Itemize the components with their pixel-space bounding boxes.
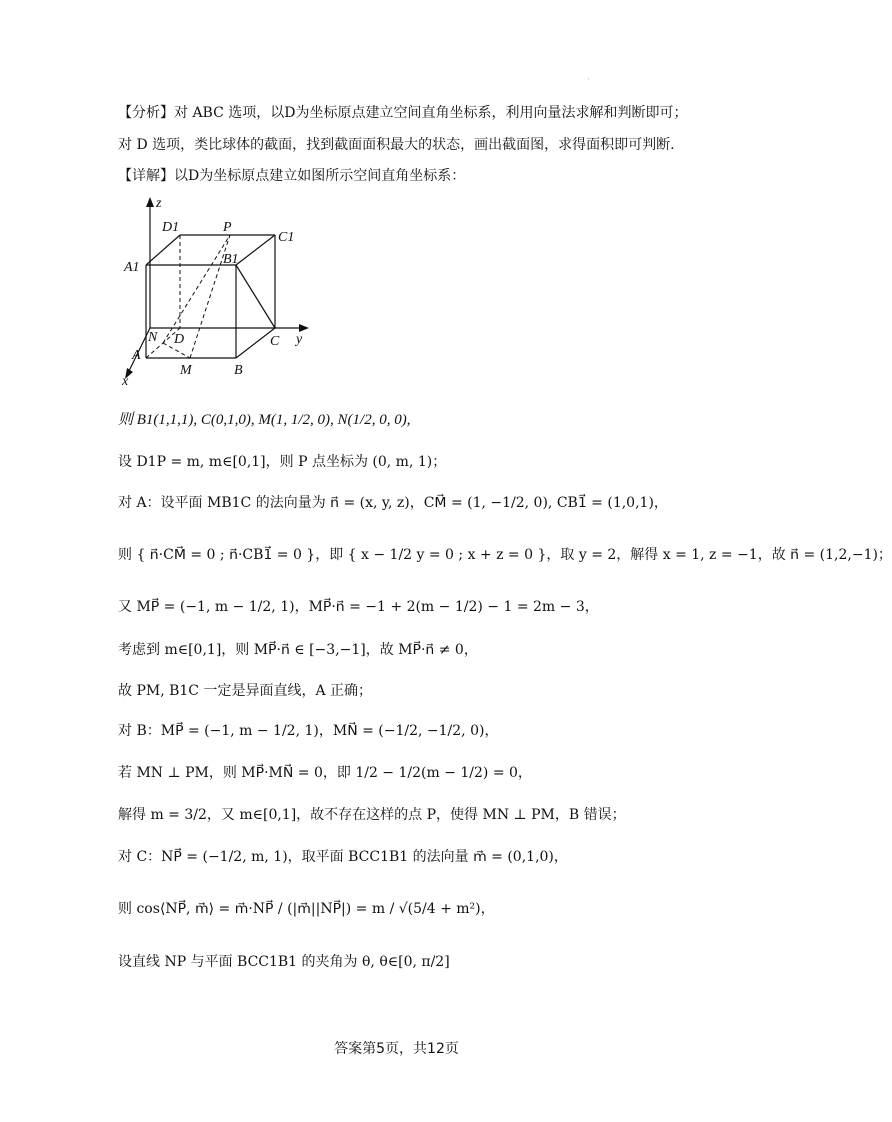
analysis-line-1: 【分析】对 ABC 选项，以D为坐标原点建立空间直角坐标系，利用向量法求解和判断即可； [118, 105, 688, 121]
label-p: P [223, 220, 232, 235]
detail-heading: 【详解】以D为坐标原点建立如图所示空间直角坐标系： [118, 168, 466, 184]
label-n: N [148, 330, 158, 345]
page-footer: 答案第5页，共12页 [334, 1041, 459, 1057]
label-a: A [132, 348, 141, 363]
option-b-conclusion: 解得 m = 3/2，又 m∈[0,1]，故不存在这样的点 P，使得 MN ⊥ PM，B 错误； [118, 807, 626, 823]
label-b1: B1 [223, 252, 239, 267]
option-c-cos-line: 则 cos⟨NP⃗, m⃗⟩ = m⃗·NP⃗ / (|m⃗||NP⃗|) = m / √(5/4 + m²)， [118, 901, 495, 917]
corner-mark: ' [588, 78, 590, 85]
p-setup-line: 设 D1P = m, m∈[0,1]，则 P 点坐标为 (0, m, 1)； [118, 454, 447, 470]
label-y: y [296, 332, 303, 347]
option-a-line-1: 对 A：设平面 MB1C 的法向量为 n⃗ = (x, y, z)，CM⃗ = (1, −1/2, 0), CB1⃗ = (1,0,1)， [118, 495, 668, 511]
option-c-angle-line: 设直线 NP 与平面 BCC1B1 的夹角为 θ, θ∈[0, π/2] [118, 954, 450, 970]
label-c1: C1 [278, 230, 295, 245]
option-c-line-1: 对 C：NP⃗ = (−1/2, m, 1)，取平面 BCC1B1 的法向量 m⃗ = (0,1,0)， [118, 849, 568, 865]
label-m: M [180, 363, 192, 378]
label-x: x [122, 374, 129, 389]
label-a1: A1 [124, 260, 140, 275]
option-b-line-2: 若 MN ⊥ PM，则 MP⃗·MN⃗ = 0，即 1/2 − 1/2(m − 1/2) = 0， [118, 765, 532, 781]
label-b: B [234, 363, 243, 378]
option-a-mp-line: 又 MP⃗ = (−1, m − 1/2, 1)，MP⃗·n⃗ = −1 + 2(m − 1/2) − 1 = 2m − 3， [118, 599, 599, 615]
label-d: D [174, 332, 185, 347]
option-a-conclusion: 故 PM, B1C 一定是异面直线，A 正确； [118, 683, 373, 699]
option-a-system-line: 则 { n⃗·CM⃗ = 0 ; n⃗·CB1⃗ = 0 }，即 { x − 1/2 y = 0 ; x + z = 0 }，取 y = 2，解得 x = 1, z = −1，故 n⃗ = (1,2,−1)； [118, 547, 892, 563]
option-b-line-1: 对 B：MP⃗ = (−1, m − 1/2, 1)，MN⃗ = (−1/2, −1/2, 0)， [118, 723, 499, 739]
label-z: z [156, 196, 162, 211]
cube-figure [118, 193, 318, 388]
option-a-range-line: 考虑到 m∈[0,1]，则 MP⃗·n⃗ ∈ [−3,−1]，故 MP⃗·n⃗ ≠ 0， [118, 642, 478, 658]
coords-line: 则 B1(1,1,1), C(0,1,0), M(1, 1/2, 0), N(1/2, 0, 0), [118, 412, 411, 428]
analysis-line-2: 对 D 选项，类比球体的截面，找到截面面积最大的状态，画出截面图，求得面积即可判断. [118, 137, 675, 153]
label-d1: D1 [162, 220, 180, 235]
label-c: C [270, 334, 280, 349]
